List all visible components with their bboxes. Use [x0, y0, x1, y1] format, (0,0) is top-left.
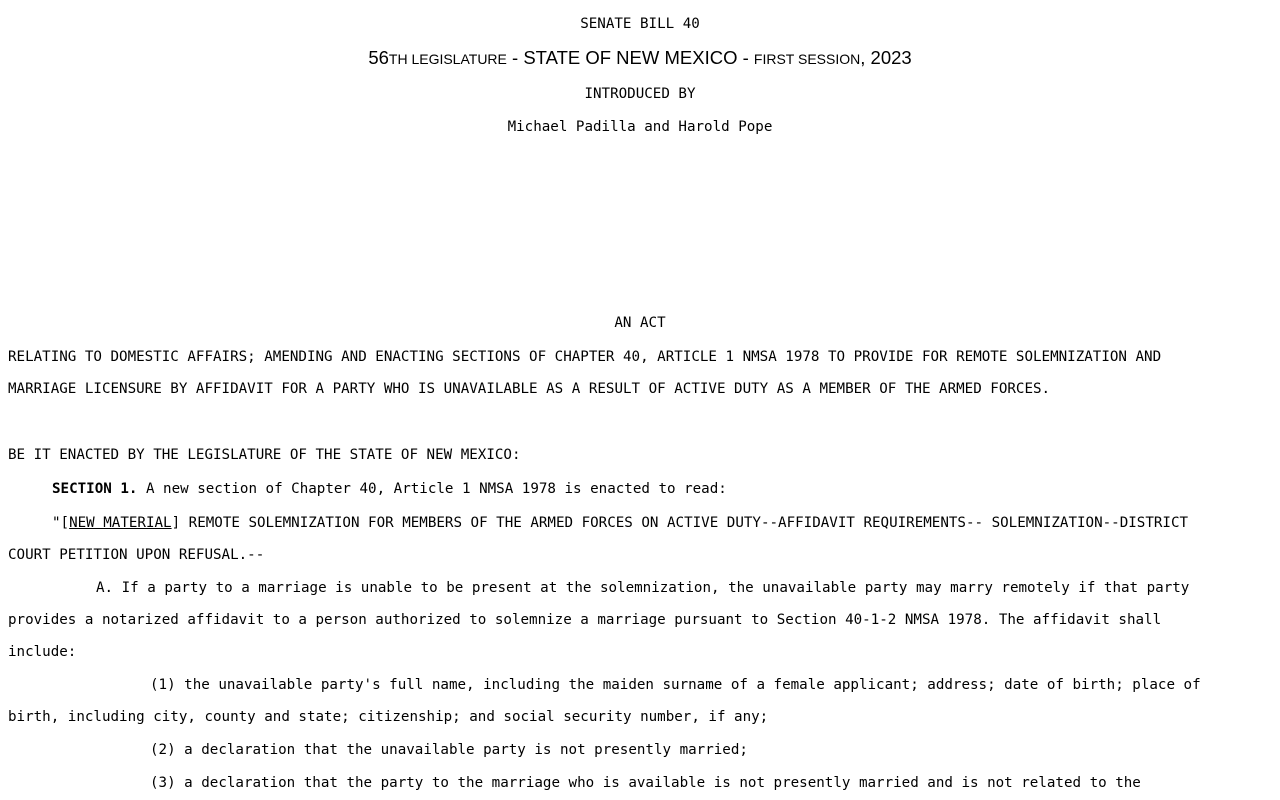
subsection-a-line: include: — [8, 644, 77, 660]
subsection-a-line: provides a notarized affidavit to a person authorized to solemnize a marriage pursuant to Section 40-1-2 NMSA 1978. The affidavit shall — [8, 612, 1162, 628]
bill-number: SENATE BILL 40 — [580, 16, 700, 32]
act-title-line: MARRIAGE LICENSURE BY AFFIDAVIT FOR A PARTY WHO IS UNAVAILABLE AS A RESULT OF ACTIVE DUTY AS A MEMBER OF THE ARMED FORCES. — [8, 381, 1051, 397]
item-1-line: (1) the unavailable party's full name, including the maiden surname of a female applicant; address; date of birth; place of — [150, 677, 1201, 693]
new-material-text: ] REMOTE SOLEMNIZATION FOR MEMBERS OF THE ARMED FORCES ON ACTIVE DUTY--AFFIDAVIT REQUIREMENTS-- SOLEMNIZATION--DISTRICT — [171, 515, 1189, 531]
bracket-open: "[ — [52, 515, 70, 531]
item-3-line: (3) a declaration that the party to the marriage who is available is not presently married and is not related to the — [150, 775, 1141, 791]
act-heading: AN ACT — [614, 315, 666, 331]
section-label: SECTION 1. — [52, 481, 138, 497]
new-material-label: NEW MATERIAL — [69, 515, 172, 531]
section-text: A new section of Chapter 40, Article 1 NMSA 1978 is enacted to read: — [137, 481, 727, 497]
session-separator: - — [506, 47, 524, 68]
session-year: , 2023 — [860, 47, 912, 68]
session-name: FIRST SESSION — [753, 51, 861, 67]
session-line — [0, 48, 1280, 69]
new-material-heading — [52, 513, 1188, 533]
item-2-line: (2) a declaration that the unavailable party is not presently married; — [150, 742, 748, 758]
session-state: STATE OF NEW MEXICO — [523, 47, 738, 68]
item-1-line: birth, including city, county and state; citizenship; and social security number, if any; — [8, 709, 769, 725]
act-title-line: RELATING TO DOMESTIC AFFAIRS; AMENDING AND ENACTING SECTIONS OF CHAPTER 40, ARTICLE 1 NMSA 1978 TO PROVIDE FOR REMOTE SOLEMNIZATION AND — [8, 349, 1162, 365]
subsection-a-line: A. If a party to a marriage is unable to be present at the solemnization, the unavailable party may marry remotely if that party — [96, 580, 1190, 596]
enacting-clause: BE IT ENACTED BY THE LEGISLATURE OF THE STATE OF NEW MEXICO: — [8, 447, 521, 463]
session-legislature: TH LEGISLATURE — [388, 51, 507, 67]
section-1-line — [52, 479, 727, 499]
session-number: 56 — [368, 47, 389, 68]
sponsors: Michael Padilla and Harold Pope — [507, 119, 773, 135]
session-separator: - — [737, 47, 754, 68]
introduced-by: INTRODUCED BY — [584, 86, 696, 102]
new-material-heading-cont: COURT PETITION UPON REFUSAL.-- — [8, 547, 265, 563]
